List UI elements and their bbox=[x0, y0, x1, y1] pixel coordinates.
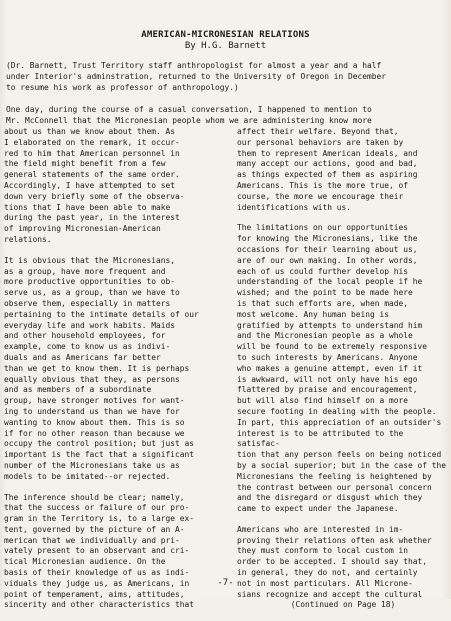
left-paragraph-2: It is obvious that the Micronesians, as a group, have more frequent and more productive opportunities to ob- serve us, as a group, than we have to observe them, especially in matters pertaining to the intimate details of our everyday life and work habits. Maids and other household employees, for example, come to know us as indivi- duals and as Americans far better than we get to know them. It is perhaps equally obvious that they, as persons and as members of a subordinate group, have stronger motives for want- ing to understand us than we have for wanting to know about them. This is so if for no other reason than because we occupy the control position; but just as important is the fact that a significant number of the Micronesians take us as models to be imitated--or rejected. bbox=[4, 255, 199, 481]
page-number: -7- bbox=[217, 578, 234, 588]
right-column bbox=[237, 127, 449, 611]
article-byline: By H.G. Barnett bbox=[184, 41, 267, 51]
left-paragraph-1: about us than we know about them. As I elaborated on the remark, it occur- red to him that American personnel in the field might benefit from a few general statements of the same order. Accordingly, I have attempted to set down very briefly some of the observa- tions that I have been able to make during the past year, in the interest of improving Micronesian-American relations. bbox=[4, 127, 185, 244]
right-paragraph-3: Americans who are interested in im- proving their relations often ask whether they must conform to local custom in order to be accepted. I should say that, in general, they do not, and certainly not in most particulars. All Microne- sians recognize and accept the cultural bbox=[237, 524, 432, 599]
continued-note: (Continued on Page 18) bbox=[290, 600, 396, 610]
right-paragraph-1: affect their welfare. Beyond that, our personal behaviors are taken by them to represent American ideals, and many accept our actions, good and bad, as things expected of them as aspiring Americans. This is the more true, of course, the more we encourage their identifications with us. bbox=[237, 127, 418, 212]
editor-note: (Dr. Barnett, Trust Territory staff anthropologist for almost a year and a half under Interior's adminstration, returned to the University of Oregon in December to resume his work as professor of anthropology.) bbox=[6, 61, 387, 92]
intro-paragraph: One day, during the course of a casual conversation, I happened to mention to Mr. McConnell that the Micronesian people whom we are administering know more bbox=[6, 105, 372, 125]
right-paragraph-2: The limitations on our opportunities for knowing the Micronesians, like the occasions for their learning about us, are of our own making. In other words, each of us could further develop his understanding of the local people if he wished; and the point to be made here is that such efforts are, when made, most welcome. Any human being is gratified by attempts to understand him and the Micronesian people as a whole will be found to be extremely responsive to such interests by Americans. Anyone who makes a genuine attempt, even if it is awkward, will not only have his ego flattered by praise and encouragement, but will also find himself on a more secure footing in dealing with the people. In part, this appreciation of an outsider's interest is to be attributed to the satisfac- tion that any person feels on being noticed by a social superior; but in the case of the Micronesians the feeling is heightened by the contrast between our personal concern and the disregard or disgust which they came to expect under the Japanese. bbox=[237, 223, 447, 514]
left-column bbox=[4, 127, 212, 621]
left-paragraph-3: The inference should be clear; namely, that the success or failure of our pro- gram in the Territory is, to a large ex- tent, governed by the picture of an A- merican that we individually and pri- vately present to an observant and cri- tical Micronesian audience. On the basis of their knowledge of us as indi- viduals they judge us, as Americans, in point of temperament, aims, attitudes, sincerity and other characteristics that bbox=[4, 492, 195, 610]
article-title: AMERICAN-MICRONESIAN RELATIONS bbox=[141, 30, 310, 40]
